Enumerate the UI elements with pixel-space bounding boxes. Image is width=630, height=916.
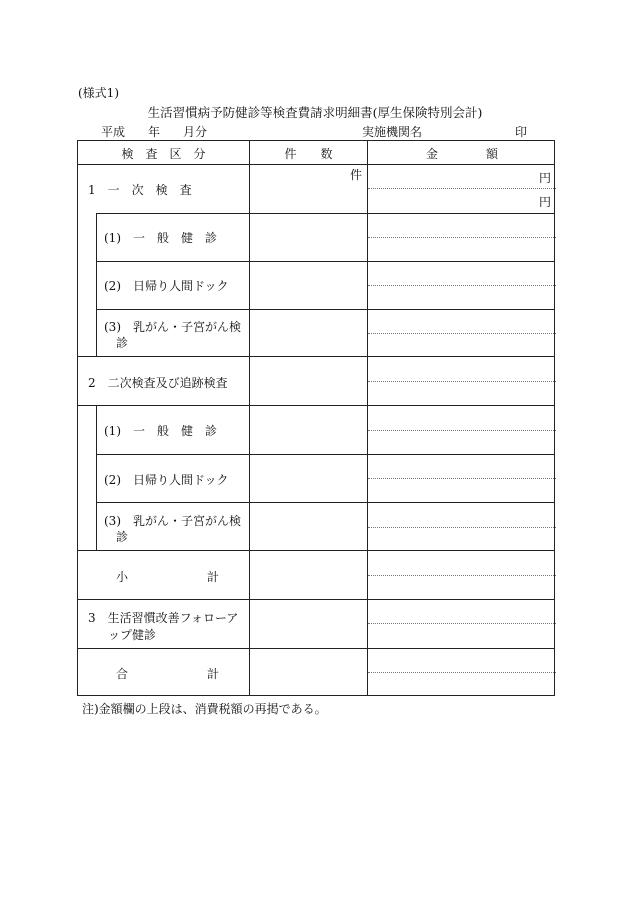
amount-split-line	[368, 237, 556, 238]
amount-split-line	[368, 575, 556, 576]
subrow-indent-line-2	[96, 405, 97, 550]
row-label-followup-checkup-cont: ップ健診	[108, 628, 157, 642]
row-divider-2	[78, 550, 555, 551]
subrow-divider	[96, 405, 555, 406]
amount-split-line	[368, 527, 556, 528]
row-label-cancer-screening-2-cont: 診	[116, 530, 129, 544]
amount-split-line	[368, 381, 556, 382]
row-label-secondary-exam: 2 二次検査及び追跡検査	[88, 376, 228, 390]
row-divider-1	[78, 356, 555, 357]
era-label: 平成	[101, 125, 126, 139]
year-label: 年	[148, 125, 161, 139]
institution-name-label: 実施機関名	[362, 125, 423, 139]
amount-split-line	[368, 478, 556, 479]
amount-split-line	[368, 188, 556, 189]
subrow-divider	[96, 213, 555, 214]
subrow-divider	[96, 454, 555, 455]
amount-unit-upper: 円	[539, 171, 552, 185]
subrow-divider	[96, 309, 555, 310]
subrow-divider	[96, 502, 555, 503]
row-label-cancer-screening-2: (3) 乳がん・子宮がん検	[104, 514, 241, 528]
count-unit: 件	[350, 168, 363, 182]
month-label: 月分	[183, 125, 208, 139]
row-label-day-dock-2: (2) 日帰り人間ドック	[104, 473, 229, 487]
header-amount: 金 額	[425, 147, 498, 161]
amount-split-line	[368, 430, 556, 431]
subrow-divider	[96, 261, 555, 262]
row-label-followup-checkup: 3 生活習慣改善フォローア	[88, 611, 239, 625]
column-divider-category	[249, 141, 250, 696]
row-label-cancer-screening-1: (3) 乳がん・子宮がん検	[104, 320, 241, 334]
amount-unit-lower: 円	[539, 195, 552, 209]
row-label-day-dock-1: (2) 日帰り人間ドック	[104, 279, 229, 293]
row-label-cancer-screening-1-cont: 診	[116, 336, 129, 350]
header-category: 検 査 区 分	[121, 147, 206, 161]
row-label-total-b: 計	[207, 667, 220, 681]
amount-split-line	[368, 672, 556, 673]
header-count: 件 数	[284, 147, 333, 161]
subrow-indent-line-1	[96, 213, 97, 356]
seal-label: 印	[515, 125, 528, 139]
header-divider	[78, 164, 555, 165]
column-divider-count	[367, 141, 368, 696]
row-label-general-checkup-1: (1) 一 般 健 診	[104, 231, 217, 245]
document-title: 生活習慣病予防健診等検査費請求明細書(厚生保険特別会計)	[147, 105, 483, 120]
row-label-subtotal-a: 小	[116, 570, 129, 584]
billing-detail-table	[77, 140, 555, 696]
form-number-label: (様式1)	[78, 86, 119, 100]
amount-split-line	[368, 333, 556, 334]
row-label-general-checkup-2: (1) 一 般 健 診	[104, 424, 217, 438]
row-label-primary-exam: 1 一 次 検 査	[88, 183, 192, 197]
row-label-subtotal-b: 計	[207, 570, 220, 584]
footnote: 注)金額欄の上段は、消費税額の再掲である。	[82, 702, 327, 716]
amount-split-line	[368, 285, 556, 286]
row-divider-4	[78, 648, 555, 649]
row-divider-3	[78, 599, 555, 600]
amount-split-line	[368, 623, 556, 624]
row-label-total-a: 合	[116, 667, 129, 681]
